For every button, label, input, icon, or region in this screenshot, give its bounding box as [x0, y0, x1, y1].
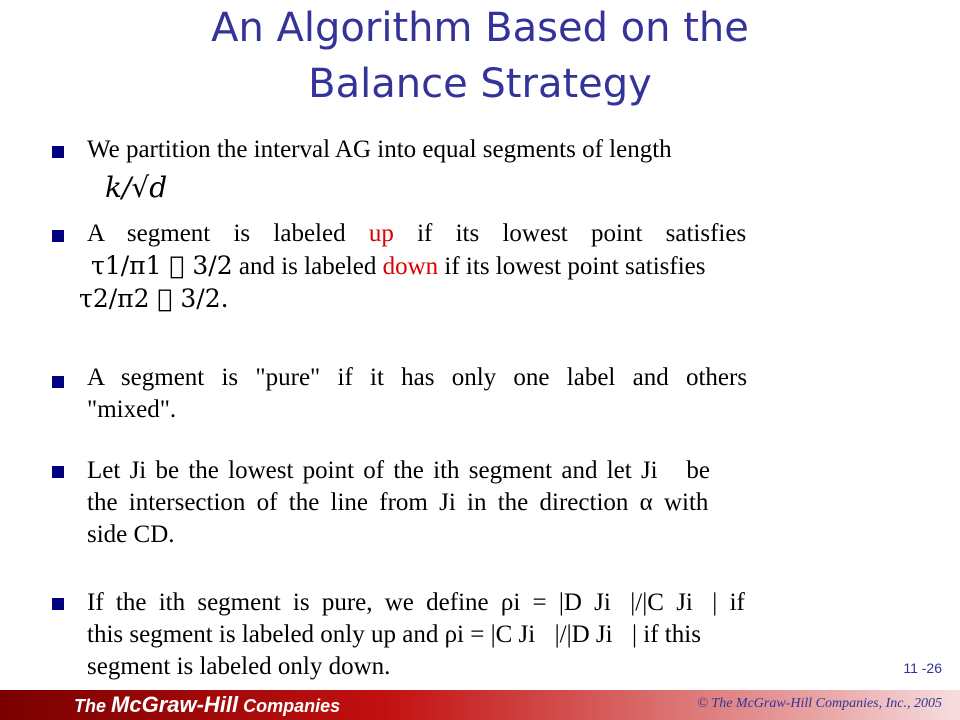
publisher-logo-post: Companies — [238, 696, 341, 716]
bullet-labeling — [79, 218, 885, 316]
label-rule-mid1: if its lowest point satisfies — [417, 220, 747, 247]
publisher-logo-main: McGraw-Hill — [111, 692, 239, 717]
bullet-partition — [87, 134, 885, 166]
copyright-notice: © The McGraw-Hill Companies, Inc., 2005 — [697, 696, 942, 711]
bullet-ratio-line1: If the ith segment is pure, we define ρi = |D Ji |/|C Ji | if — [87, 589, 745, 616]
bullet-marker — [52, 466, 64, 478]
publisher-logo — [74, 692, 340, 719]
bullet-lowest-point-line1: Let Ji be the lowest point of the ith segment and let Ji  be — [87, 457, 710, 484]
slide-title-line1: An Algorithm Based on the — [211, 5, 749, 51]
up-label: up — [368, 220, 394, 247]
publisher-logo-pre: The — [74, 696, 112, 716]
bullet-partition-text: We partition the interval AG into equal segments of length — [87, 136, 672, 163]
bullet-pure-line2: "mixed". — [87, 396, 177, 423]
label-rule-mid2: and is labeled — [238, 253, 377, 280]
bullet-ratio-line2: this segment is labeled only up and ρi = |C Ji |/|D Ji | if this — [87, 621, 701, 648]
bullet-lowest-point-line2: the intersection of the line from Ji in the direction α with — [87, 489, 709, 516]
bullet-pure-line1: A segment is "pure" if it has only one label and others — [87, 364, 748, 391]
segment-length-formula: k/√d — [105, 171, 168, 204]
bullet-marker — [52, 146, 64, 158]
slide-title — [0, 0, 960, 112]
bullet-marker — [52, 230, 64, 242]
condition-up: τ1/π1   3/2 — [91, 251, 233, 280]
bullet-pure — [87, 362, 885, 426]
bullet-lowest-point — [87, 455, 885, 551]
slide-title-line2: Balance Strategy — [308, 61, 652, 107]
bullet-marker — [52, 598, 64, 610]
footer-bar — [0, 690, 960, 720]
bullet-ratio-line3: segment is labeled only down. — [87, 653, 391, 680]
bullet-lowest-point-line3: side CD. — [87, 521, 175, 548]
label-rule-prefix: A segment is labeled — [87, 220, 346, 247]
down-label: down — [382, 253, 439, 280]
page-number: 11 -26 — [903, 660, 942, 676]
bullet-ratio — [87, 587, 885, 683]
label-rule-mid3: if its lowest point satisfies — [444, 253, 706, 280]
bullet-marker — [52, 376, 64, 388]
condition-down: τ2/π2   3/2. — [79, 284, 229, 313]
